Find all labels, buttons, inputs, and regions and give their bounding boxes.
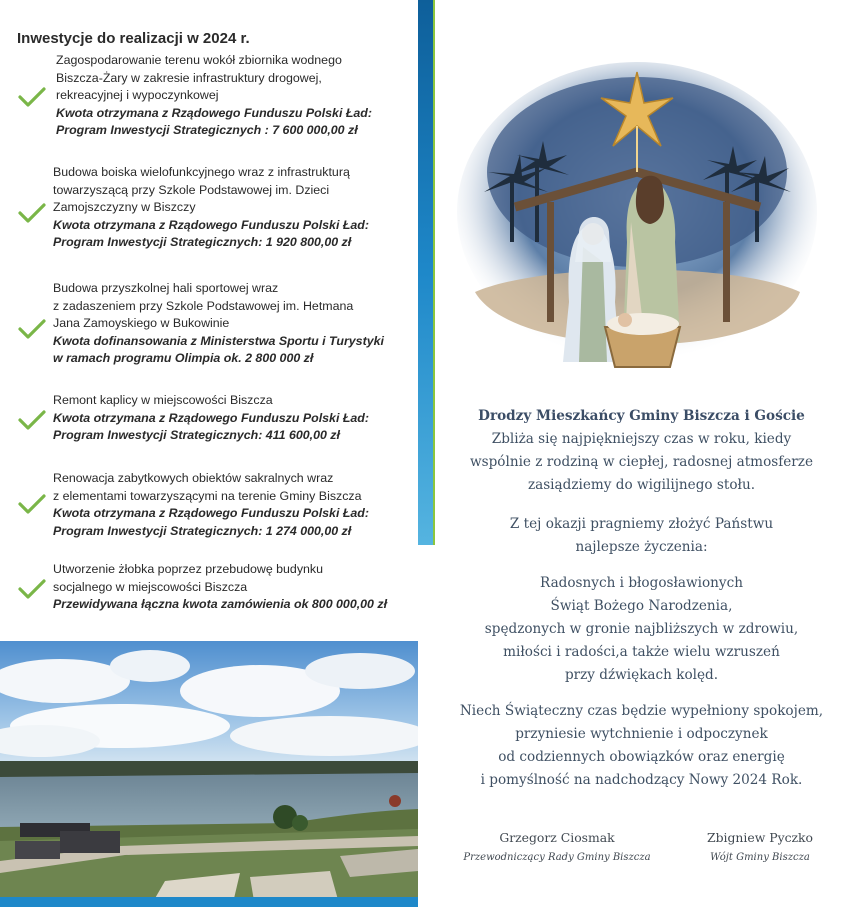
investment-description: z elementami towarzyszącymi na terenie Gminy Biszcza	[53, 488, 362, 503]
investment-description: socjalnego w miejscowości Biszcza	[53, 579, 248, 594]
investment-description: rekreacyjnej i wypoczynkowej	[56, 88, 219, 103]
investment-description: Zamojszczyzny w Biszczy	[53, 200, 196, 215]
greeting-line: od codziennych obowiązków oraz energię	[498, 749, 785, 765]
checkmark-icon	[18, 202, 46, 224]
decorative-divider-bar	[418, 0, 435, 545]
investment-description: towarzyszącą przy Szkole Podstawowej im. Dzieci	[53, 182, 330, 197]
signature-name: Zbigniew Pyczko	[706, 830, 814, 845]
greeting-line: miłości i radości,a także wielu wzruszeń	[503, 644, 780, 660]
signature-role: Przewodniczący Rady Gminy Biszcza	[463, 852, 651, 863]
investment-funding: Program Inwestycji Strategicznych: 411 600,00 zł	[53, 428, 340, 443]
greeting-line: i pomyślność na nadchodzący Nowy 2024 Rok.	[480, 772, 803, 788]
investment-funding: Kwota otrzymana z Rządowego Funduszu Polski Ład:	[56, 105, 372, 120]
investment-description: Budowa przyszkolnej hali sportowej wraz	[53, 281, 279, 295]
checkmark-icon	[18, 86, 46, 108]
investment-description: z zadaszeniem przy Szkole Podstawowej im. Hetmana	[53, 298, 354, 313]
signature-name: Grzegorz Ciosmak	[499, 830, 615, 845]
checkmark-icon	[18, 578, 46, 600]
greeting-title: Drodzy Mieszkańcy Gminy Biszcza i Goście	[478, 408, 805, 424]
greeting-line: wspólnie z rodziną w ciepłej, radosnej atmosferze	[469, 454, 814, 470]
greeting-line: Z tej okazji pragniemy złożyć Państwu	[509, 516, 774, 532]
signature-role: Wójt Gminy Biszcza	[710, 852, 810, 863]
investment-funding: w ramach programu Olimpia ok. 2 800 000 zł	[53, 351, 314, 366]
investment-description: Zagospodarowanie terenu wokół zbiornika wodnego	[56, 53, 342, 67]
greeting-line: przy dźwiękach kolęd.	[564, 667, 719, 683]
investment-description: Renowacja zabytkowych obiektów sakralnych wraz	[53, 471, 334, 485]
investments-heading: Inwestycje do realizacji w 2024 r.	[17, 30, 250, 47]
investment-funding: Program Inwestycji Strategicznych: 1 274 000,00 zł	[53, 523, 352, 538]
signature-mayor	[690, 830, 830, 863]
investment-description: Jana Zamoyskiego w Bukowinie	[53, 316, 230, 331]
investment-description: Remont kaplicy w miejscowości Biszcza	[53, 393, 273, 407]
signature-council-chairman	[462, 830, 652, 863]
investment-description: Utworzenie żłobka poprzez przebudowę budynku	[53, 562, 323, 576]
greeting-line: Świąt Bożego Narodzenia,	[550, 598, 733, 614]
greeting-line: zasiądziemy do wigilijnego stołu.	[527, 477, 756, 493]
investments-panel	[0, 0, 418, 907]
checkmark-icon	[18, 318, 46, 340]
investment-funding: Kwota dofinansowania z Ministerstwa Sportu i Turystyki	[53, 333, 384, 348]
investment-funding: Program Inwestycji Strategicznych: 1 920 800,00 zł	[53, 235, 352, 250]
greeting-line: najlepsze życzenia:	[575, 539, 708, 555]
greeting-line: Radosnych i błogosławionych	[540, 575, 743, 591]
greeting-line: Zbliża się najpiękniejszy czas w roku, kiedy	[491, 431, 792, 447]
christmas-greeting	[436, 405, 847, 497]
investment-funding: Kwota otrzymana z Rządowego Funduszu Polski Ład:	[53, 217, 369, 232]
checkmark-icon	[18, 493, 46, 515]
investment-description: Biszcza-Żary w zakresie infrastruktury drogowej,	[56, 70, 322, 85]
christmas-greeting	[436, 572, 847, 687]
greeting-line: Niech Świąteczny czas będzie wypełniony spokojem,	[459, 703, 824, 719]
investment-description: Budowa boiska wielofunkcyjnego wraz z infrastrukturą	[53, 165, 350, 179]
greeting-line: spędzonych w gronie najbliższych w zdrowiu,	[484, 621, 799, 637]
investment-funding: Przewidywana łączna kwota zamówienia ok 800 000,00 zł	[53, 597, 388, 612]
investment-funding: Program Inwestycji Strategicznych : 7 600 000,00 zł	[56, 123, 358, 138]
christmas-greeting	[436, 513, 847, 559]
nativity-scene-illustration	[455, 62, 820, 402]
greeting-line: przyniesie wytchnienie i odpoczynek	[515, 726, 768, 742]
checkmark-icon	[18, 409, 46, 431]
investment-funding: Kwota otrzymana z Rządowego Funduszu Polski Ład:	[53, 410, 369, 425]
reservoir-aerial-photo	[0, 641, 418, 907]
investment-funding: Kwota otrzymana z Rządowego Funduszu Polski Ład:	[53, 506, 369, 521]
christmas-greeting	[436, 700, 847, 792]
